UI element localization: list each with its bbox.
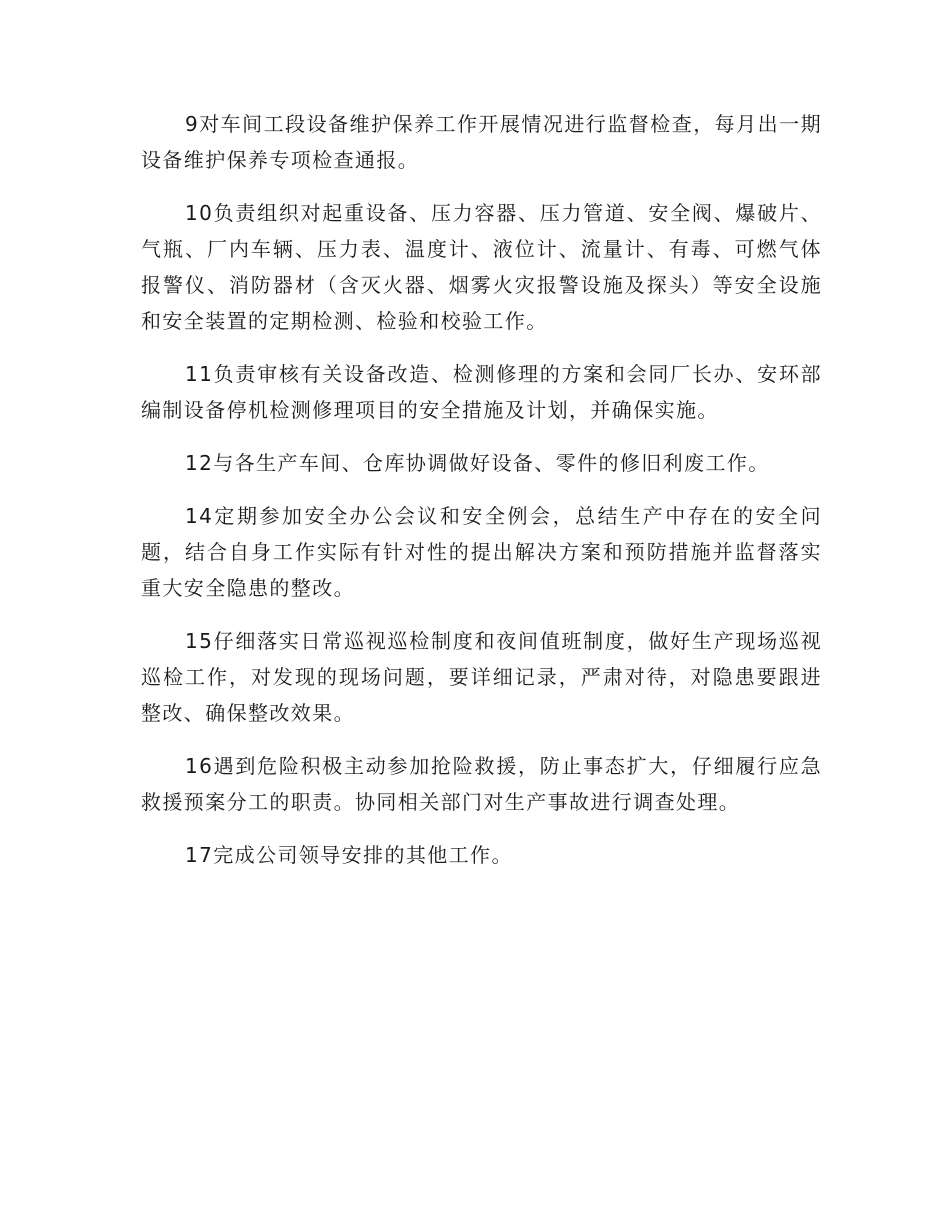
paragraph-item-11: 11负责审核有关设备改造、检测修理的方案和会同厂长办、安环部编制设备停机检测修理项目的安全措施及计划，并确保实施。 (141, 362, 822, 422)
paragraph-item-9: 9对车间工段设备维护保养工作开展情况进行监督检查，每月出一期设备维护保养专项检查通报。 (141, 112, 822, 172)
paragraph-item-14: 14定期参加安全办公会议和安全例会，总结生产中存在的安全问题，结合自身工作实际有针对性的提出解决方案和预防措施并监督落实重大安全隐患的整改。 (141, 504, 822, 600)
paragraph-item-12: 12与各生产车间、仓库协调做好设备、零件的修旧利废工作。 (185, 451, 770, 475)
paragraph-item-17: 17完成公司领导安排的其他工作。 (185, 843, 513, 867)
paragraph-item-15: 15仔细落实日常巡视巡检制度和夜间值班制度，做好生产现场巡视巡检工作，对发现的现场问题，要详细记录，严肃对待，对隐患要跟进整改、确保整改效果。 (141, 629, 822, 725)
paragraph-item-10: 10负责组织对起重设备、压力容器、压力管道、安全阀、爆破片、气瓶、厂内车辆、压力表、温度计、液位计、流量计、有毒、可燃气体报警仪、消防器材（含灭火器、烟雾火灾报警设施及探头）等安全设施和安全装置的定期检测、检验和校验工作。 (141, 201, 822, 333)
paragraph-item-16: 16遇到危险积极主动参加抢险救援，防止事态扩大，仔细履行应急救援预案分工的职责。协同相关部门对生产事故进行调查处理。 (141, 754, 822, 814)
